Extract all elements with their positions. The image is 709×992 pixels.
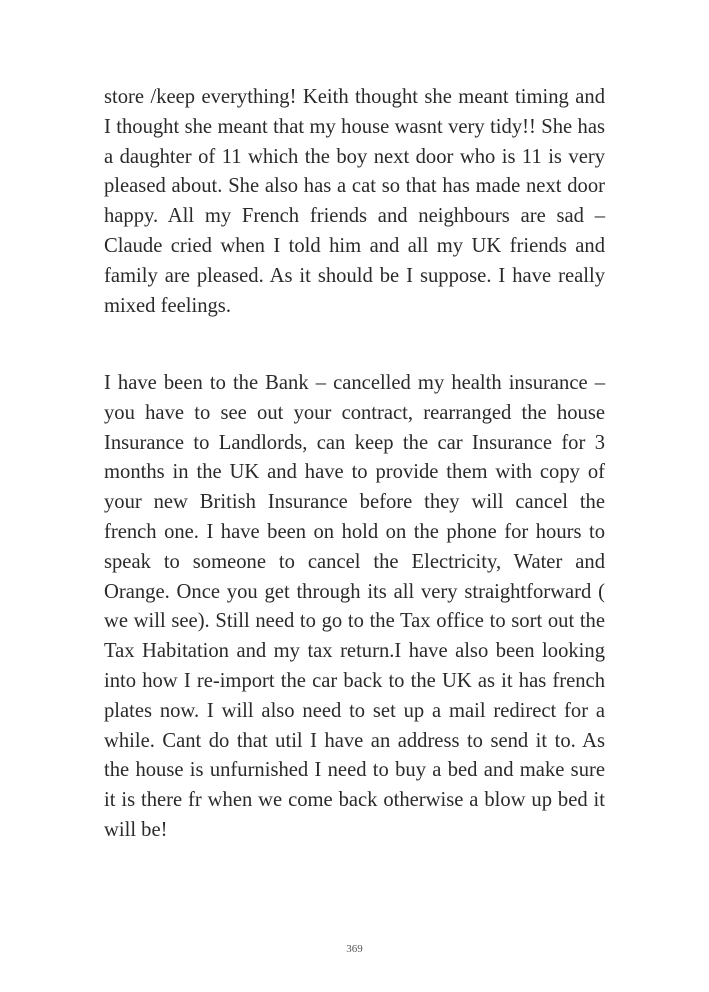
body-paragraph-1 — [104, 83, 605, 321]
paragraph-text: I have been to the Bank – cancelled my health insurance – you have to see out your contract, rearranged the house Insurance to Landlords, can keep the car Insurance for 3 months in the UK and have to provide them with copy of your new British Insurance before they will cancel the french one. I have been on hold on the phone for hours to speak to someone to cancel the Electricity, Water and Orange. Once you get through its all very straightforward ( we will see). Still need to go to the Tax office to sort out the Tax Habitation and my tax return.I have also been looking into how I re-import the car back to the UK as it has french plates now. I will also need to set up a mail redirect for a while. Cant do that util I have an address to send it to. As the house is unfurnished I need to buy a bed and make sure it is there fr when we come back otherwise a blow up bed it will be! — [104, 372, 605, 841]
paragraph-text: store /keep everything! Keith thought she meant timing and I thought she meant that my house wasnt very tidy!! She has a daughter of 11 which the boy next door who is 11 is very pleased about. She also has a cat so that has made next door happy. All my French friends and neighbours are sad – Claude cried when I told him and all my UK friends and family are pleased. As it should be I suppose. I have really mixed feelings. — [104, 86, 605, 317]
page-number: 369 — [346, 943, 363, 955]
body-paragraph-2 — [104, 369, 605, 846]
